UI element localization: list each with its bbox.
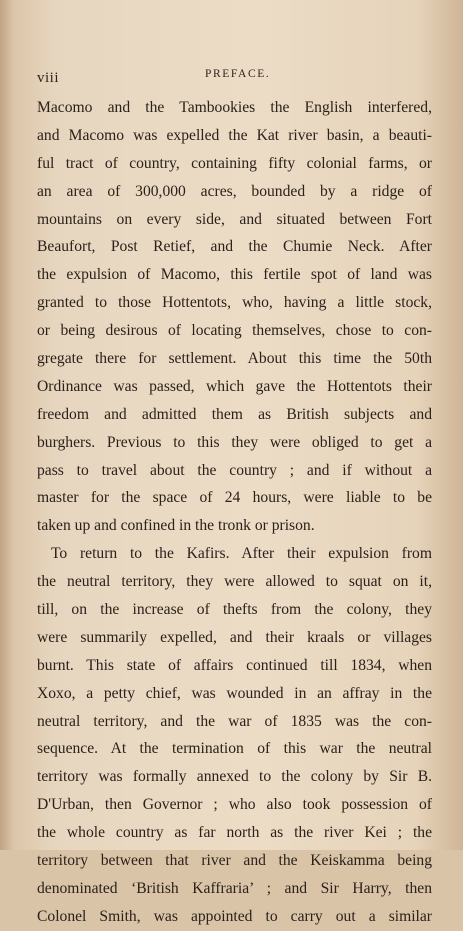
text-line: Ordinance was passed, which gave the Hottentots their — [37, 377, 432, 395]
page-number: viii — [37, 70, 60, 86]
page-header — [37, 66, 432, 88]
text-line: mountains on every side, and situated between Fort — [37, 210, 432, 228]
text-line: pass to travel about the country ; and if without a — [37, 461, 432, 479]
text-line: neutral territory, and the war of 1835 was the con- — [37, 712, 432, 730]
page-gutter-shadow — [0, 0, 14, 850]
text-line: territory between that river and the Keiskamma being — [37, 852, 432, 870]
text-line: and Macomo was expelled the Kat river basin, a beauti- — [37, 126, 432, 144]
text-line: freedom and admitted them as British subjects and — [37, 405, 432, 423]
text-line: denominated ‘British Kaffraria’ ; and Sir Harry, then — [37, 879, 432, 897]
text-line: were summarily expelled, and their kraals or villages — [37, 628, 432, 646]
paragraph-last-line: taken up and confined in the tronk or prison. — [37, 517, 315, 535]
text-line: master for the space of 24 hours, were liable to be — [37, 489, 432, 507]
text-line: granted to those Hottentots, who, having a little stock, — [37, 294, 432, 312]
text-line: territory was formally annexed to the colony by Sir B. — [37, 768, 432, 786]
text-line: gregate there for settlement. About this time the 50th — [37, 350, 432, 368]
text-line: the neutral territory, they were allowed to squat on it, — [37, 573, 432, 591]
text-line: Macomo and the Tambookies the English interfered, — [37, 99, 432, 116]
text-line: or being desirous of locating themselves, chose to con- — [37, 322, 432, 340]
text-line: sequence. At the termination of this war the neutral — [37, 740, 432, 758]
text-line: ful tract of country, containing fifty colonial farms, or — [37, 154, 432, 172]
text-line: Beaufort, Post Retief, and the Chumie Neck. After — [37, 238, 432, 256]
body-text — [37, 94, 432, 931]
text-line: D'Urban, then Governor ; who also took possession of — [37, 796, 432, 814]
text-line: Xoxo, a petty chief, was wounded in an affray in the — [37, 684, 432, 702]
text-line: the whole country as far north as the river Kei ; the — [37, 824, 432, 842]
paragraph-first-line: To return to the Kafirs. After their expulsion from — [51, 545, 432, 563]
text-line: Colonel Smith, was appointed to carry out a similar — [37, 907, 432, 925]
text-line: the expulsion of Macomo, this fertile spot of land was — [37, 266, 432, 284]
text-line: burghers. Previous to this they were obliged to get a — [37, 433, 432, 451]
text-line: an area of 300,000 acres, bounded by a ridge of — [37, 182, 432, 200]
text-line: burnt. This state of affairs continued till 1834, when — [37, 656, 432, 674]
running-head: PREFACE. — [205, 68, 271, 80]
text-line: till, on the increase of thefts from the colony, they — [37, 601, 432, 619]
